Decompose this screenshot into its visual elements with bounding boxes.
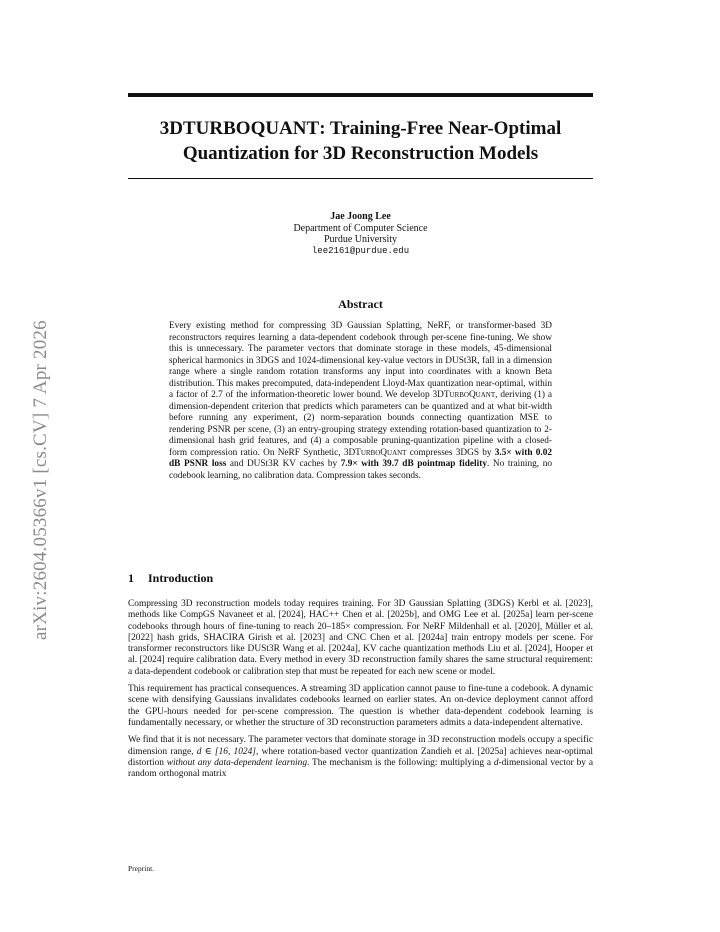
title-sc-4: UANT [265,118,320,139]
title-bottom-rule [128,178,593,179]
section-title: Introduction [148,571,214,585]
author-university: Purdue University [323,234,398,245]
author-block [128,211,593,257]
method-name-2: 3DTurboQuant [343,447,407,458]
paper-title [128,116,593,166]
intro-paragraph-1: Compressing 3D reconstruction models today requires training. For 3D Gaussian Splatting (3DGS) Kerbl et al. [2023], methods like CompGS Navaneet et al. [2024], HAC++ Chen et al. [2025b], and OMG Lee et al. [2025a] learn per-scene codebooks through hours of fine-tuning to reach 20–185× compression. For NeRF Mildenhall et al. [2020], Müller et al. [2022] hash grids, SHACIRA Girish et al. [2023] and CNC Chen et al. [2024a] train entropy models per scene. For transformer reconstructors like DUSt3R Wang et al. [2024a], KV cache quantization methods Liu et al. [2024], Hooper et al. [2024] require calibration data. Every method in every 3D reconstruction family shares the same structural requirement: a data-dependent codebook or calibration step that must be repeated for each new scene or model. [128,599,593,677]
abstract-part-4: and DUSt3R KV caches by [226,459,341,469]
arxiv-identifier[interactable]: arXiv:2604.05366v1 [cs.CV] 7 Apr 2026 [30,320,51,640]
section-number: 1 [128,571,134,585]
footer-note: Preprint. [128,864,155,873]
intro-p3-e: -dimensional vector by a random orthogonal matrix [128,757,593,780]
section-heading [128,571,213,586]
intro-paragraph-2: This requirement has practical consequences. A streaming 3D application cannot pause to fine-tune a codebook. A dynamic scene with densifying Gaussians invalidates codebooks learned on earlier states. An on-device deployment cannot afford the GPU-hours needed for per-scene compression. The question is whether data-dependent codebook learning is fundamentally necessary, or whether the structure of 3D reconstruction parameters admits a data-independent alternative. [128,684,593,728]
intro-p3-emphasis: without any data-dependent learning [166,757,308,768]
title-rest: : Training-Free Near-Optimal [319,118,562,139]
dimension-range-math: d ∈ [16, 1024] [196,746,256,757]
title-sc-2: URBO [195,118,251,139]
intro-p3-a: We find that it is not necessary. The parameter vectors that dominate storage in 3D reconstruction models occupy a specific dimension range, [128,735,593,757]
title-line-1 [128,116,593,141]
abstract-part-1: Every existing method for compressing 3D Gaussian Splatting, NeRF, or transformer-based 3D reconstructors requires learning a data-dependent codebook through per-scene fine-tuning. We show this is unnecessary. The parameter vectors that dominate storage in these models, 45-dimensional spherical harmonics in 3DGS and 1024-dimensional key-value vectors in DUSt3R, fall in a dimension range where a single random rotation transforms any input into coordinates with a known Beta distribution. This makes precomputed, data-independent Lloyd-Max quantization near-optimal, within a factor of 2.7 of the information-theoretic lower bound. We develop [169,321,552,400]
title-line-2: Quantization for 3D Reconstruction Models [182,143,539,164]
author-email[interactable]: lee2161@purdue.edu [311,245,410,256]
intro-paragraph-3 [128,735,593,780]
abstract-part-5: . No training, no codebook learning, no calibration data. Compression takes seconds. [169,459,552,481]
author-name: Jae Joong Lee [330,211,391,222]
title-sc-3: Q [250,118,266,139]
abstract-heading: Abstract [338,297,383,311]
author-department: Department of Computer Science [293,222,428,234]
result-dust3r: 7.9× with 39.7 dB pointmap fidelity [340,459,487,469]
abstract-part-3: compresses 3DGS by [406,447,495,458]
title-top-rule [128,93,593,97]
result-3dgs: 3.5× with 0.02 dB PSNR loss [169,447,552,469]
intro-p3-b: , where rotation-based vector quantization Zandieh et al. [2025a] achieves near-optimal distortion [128,746,593,768]
abstract-part-2: , deriving (1) a dimension-dependent criterion that predicts which parameters can be quantized and at what bit-width before running any experiment, (2) norm-separation bounds connecting quantization MSE to rendering PSNR per scene, (3) an entry-grouping strategy extending rotation-based quantization to 2-dimensional hash grid features, and (4) a composable pruning-quantization pipeline with a closed-form compression ratio. On NeRF Synthetic, [169,390,552,458]
intro-p3-c: . The mechanism is the following: multiplying a [307,757,494,768]
method-name: 3DTurboQuant [432,390,496,400]
intro-p3-d-math: d [493,757,499,768]
abstract-text [169,321,552,482]
introduction-body [128,599,593,786]
title-sc-1: 3DT [159,118,196,139]
